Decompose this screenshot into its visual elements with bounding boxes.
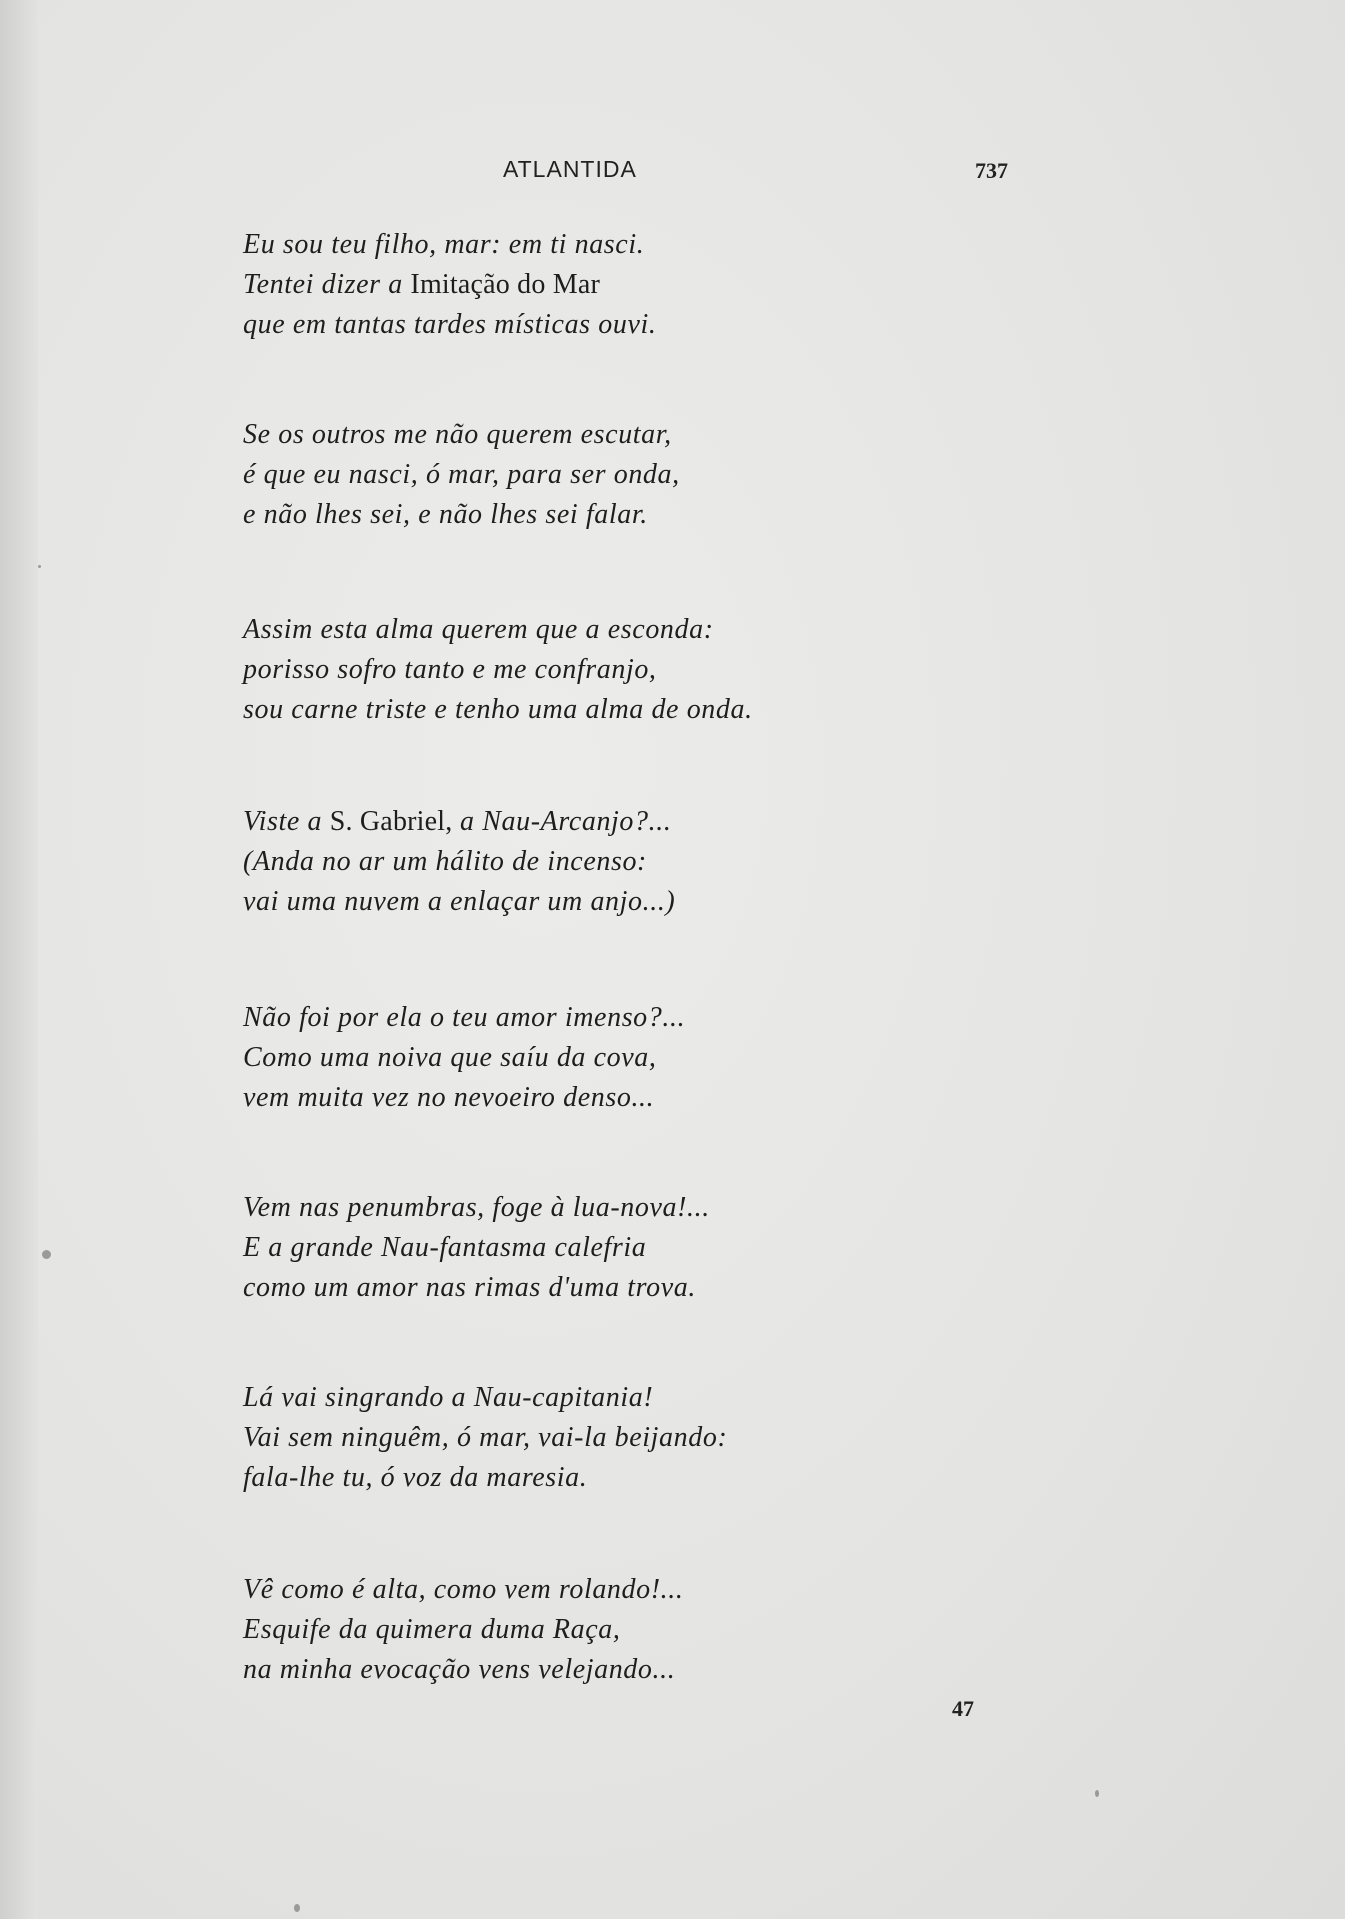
verse-line: Como uma noiva que saíu da cova,: [243, 1042, 657, 1073]
verse-line: Vem nas penumbras, foge à lua-nova!...: [243, 1192, 710, 1223]
verse-line: [243, 265, 963, 305]
verse-line: e não lhes sei, e não lhes sei falar.: [243, 499, 648, 530]
verse-line: como um amor nas rimas d'uma trova.: [243, 1272, 696, 1303]
verse-line: sou carne triste e tenho uma alma de onda.: [243, 694, 753, 725]
stanza-1: [243, 225, 963, 345]
paper-speck: [1095, 1790, 1099, 1797]
paper-speck: [38, 565, 41, 568]
running-title: ATLANTIDA: [503, 156, 637, 182]
verse-line: fala-lhe tu, ó voz da maresia.: [243, 1462, 588, 1493]
verse-title-segment: Imitação do Mar: [410, 269, 601, 300]
stanza-5: [243, 998, 963, 1118]
stanza-7: [243, 1378, 963, 1498]
stanza-8: [243, 1570, 963, 1690]
stanza-3: [243, 610, 963, 730]
verse-segment: Viste a: [243, 806, 330, 837]
verse-line: é que eu nasci, ó mar, para ser onda,: [243, 459, 680, 490]
verse-line: vem muita vez no nevoeiro denso...: [243, 1082, 655, 1113]
verse-line: Não foi por ela o teu amor imenso?...: [243, 1002, 686, 1033]
verse-line: Vai sem ninguêm, ó mar, vai-la beijando:: [243, 1422, 728, 1453]
verse-line: na minha evocação vens velejando...: [243, 1654, 676, 1685]
verse-line: [243, 802, 963, 842]
verse-segment: a Nau-Arcanjo?...: [452, 806, 672, 837]
verse-line: Esquife da quimera duma Raça,: [243, 1614, 621, 1645]
verse-segment: Tentei dizer a: [243, 269, 411, 300]
verse-line: Vê como é alta, como vem rolando!...: [243, 1574, 684, 1605]
verse-line: Lá vai singrando a Nau-capitania!: [243, 1382, 654, 1413]
signature-mark: 47: [952, 1696, 974, 1721]
verse-line: que em tantas tardes místicas ouvi.: [243, 309, 657, 340]
paper-speck: [294, 1904, 300, 1912]
page-gutter-shadow: [0, 0, 38, 1919]
verse-line: Eu sou teu filho, mar: em ti nasci.: [243, 229, 645, 260]
paper-speck: [42, 1250, 51, 1259]
verse-line: E a grande Nau-fantasma calefria: [243, 1232, 647, 1263]
verse-line: (Anda no ar um hálito de incenso:: [243, 846, 647, 877]
stanza-6: [243, 1188, 963, 1308]
stanza-4: [243, 802, 963, 922]
verse-line: Assim esta alma querem que a esconda:: [243, 614, 714, 645]
page-number: 737: [975, 158, 1008, 183]
verse-line: Se os outros me não querem escutar,: [243, 419, 672, 450]
verse-line: vai uma nuvem a enlaçar um anjo...): [243, 886, 676, 917]
verse-line: porisso sofro tanto e me confranjo,: [243, 654, 657, 685]
stanza-2: [243, 415, 963, 535]
verse-title-segment: S. Gabriel,: [329, 806, 453, 837]
